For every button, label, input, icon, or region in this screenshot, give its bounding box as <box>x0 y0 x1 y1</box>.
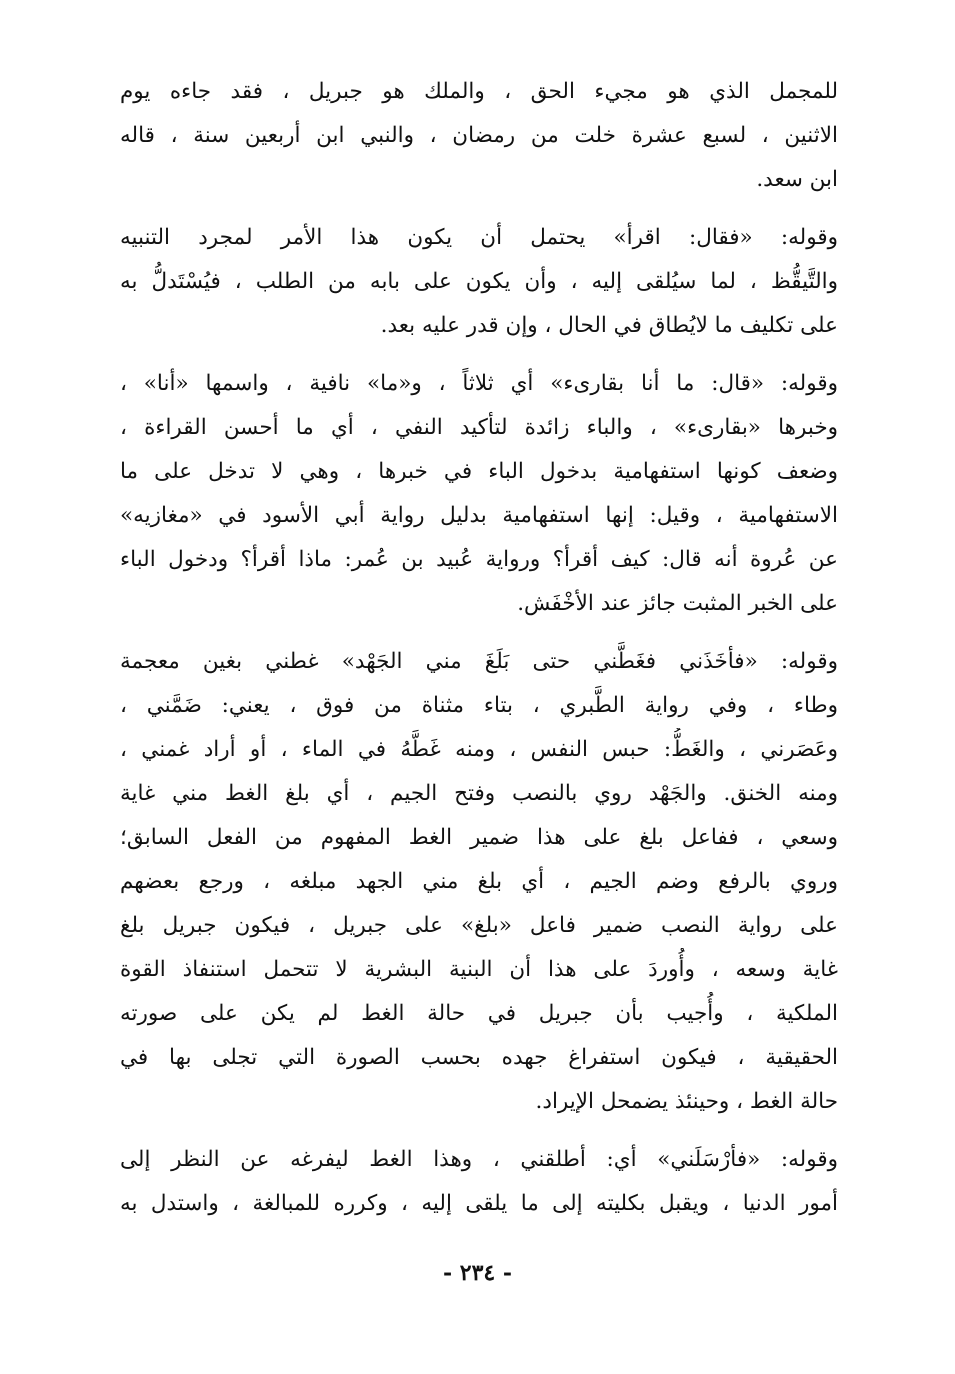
text-line: والتَّيقُّظ ، لما سيُلقى إليه ، وأن يكون على بابه من الطلب ، فيُسْتَدلُّ به <box>120 269 838 294</box>
text-line: الاثنين ، لسبع عشرة خلت من رمضان ، والنبي ابن أربعين سنة ، قاله <box>120 123 838 148</box>
text-line: أمور الدنيا ، ويقبل بكليته إلى ما يلقى إليه ، وكرره للمبالغة ، واستدل به <box>120 1191 838 1216</box>
text-line: ومنه الخنق. والجَهْد روي بالنصب وفتح الجيم ، أي بلغ الغط مني غاية <box>120 781 838 806</box>
page-body <box>120 70 838 1240</box>
paragraph <box>120 216 838 348</box>
text-line: على الخبر المثبت جائز عند الأخْفَش. <box>517 591 838 616</box>
text-line: وقوله: «فأرْسَلَني» أي: أطلقني ، وهذا الغط ليفرغه عن النظر إلى <box>120 1147 838 1172</box>
text-line: وسعي ، ففاعل بلغ على هذا ضمير الغط المفهوم من الفعل السابق؛ <box>120 825 838 850</box>
paragraph <box>120 362 838 626</box>
text-line: الحقيقية ، فيكون استفراغ جهده بحسب الصورة التي تجلى بها في <box>120 1045 838 1070</box>
paragraph <box>120 1138 838 1226</box>
text-line: وطاء ، وفي رواية الطَّبري ، بتاء مثناة من فوق ، يعني: ضَمَّني ، <box>120 693 838 718</box>
page-number: - ٢٣٤ - <box>442 1260 513 1286</box>
text-line: وروي بالرفع وضم الجيم ، أي بلغ مني الجهد مبلغه ، ورجع بعضهم <box>120 869 838 894</box>
text-line: غاية وسعه ، وأُوردَ على هذا أن البنية البشرية لا تتحمل استنفاذ القوة <box>120 957 838 982</box>
text-line: عن عُروة أنه قال: كيف أقرأ؟ ورواية عُبيد بن عُمر: ماذا أقرأ؟ ودخول الباء <box>120 547 838 572</box>
text-line: ابن سعد. <box>756 167 838 192</box>
text-line: وضعف كونها استفهامية بدخول الباء في خبرها ، وهي لا تدخل على ما <box>120 459 838 484</box>
text-line: على تكليف ما لايُطاق في الحال ، وإن قدر عليه بعد. <box>380 313 838 338</box>
text-line: حالة الغط ، وحينئذ يضمحل الإيراد. <box>535 1089 838 1114</box>
text-line: وقوله: «قال: ما أنا بقارىء» أي ثلاثاً ، و«ما» نافية ، واسمها «أنا» ، <box>120 371 838 396</box>
text-line: وقوله: «فأخَذَني فغَطَّني حتى بَلَغَ مني الجَهْد» غطني بغين معجمة <box>120 649 838 674</box>
text-line: الاستفهامية ، وقيل: إنها استفهامية بدليل رواية أبي الأسود في «مغازيه» <box>120 503 838 528</box>
text-line: للمجمل الذي هو مجيء الحق ، والملك هو جبريل ، فقد جاءه يوم <box>120 79 838 104</box>
paragraph <box>120 640 838 1124</box>
text-line: وقوله: «فقال: اقرأ» يحتمل أن يكون هذا الأمر لمجرد التنبيه <box>120 225 838 250</box>
paragraph <box>120 70 838 202</box>
text-line: على رواية النصب ضمير فاعل «بلغ» على جبريل ، فيكون جبريل بلغ <box>120 913 838 938</box>
text-line: وعَصَرني ، والغَطُّ: حبس النفس ، ومنه غَطَّهُ في الماء ، أو أراد غمني ، <box>120 737 838 762</box>
text-line: وخبرها «بقارىء» ، والباء زائدة لتأكيد النفي ، أي ما أحسن القراءة ، <box>120 415 838 440</box>
text-line: الملكية ، وأُجيب بأن جبريل في حالة الغط لم يكن على صورته <box>120 1001 838 1026</box>
